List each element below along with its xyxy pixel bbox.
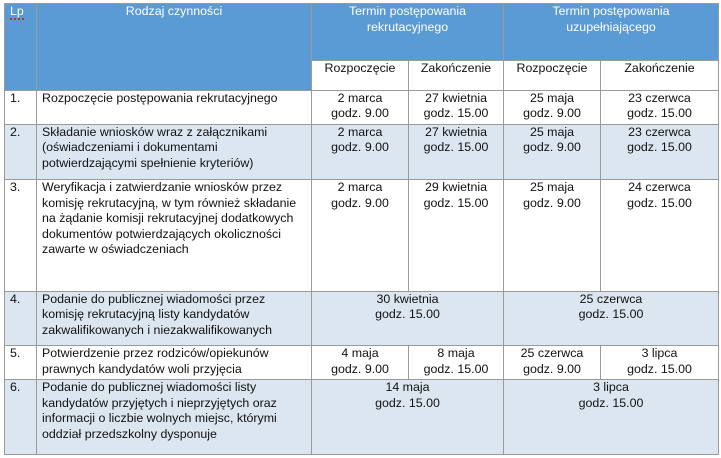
rec-end-cell: 27 kwietnia godz. 15.00 <box>409 90 504 124</box>
header-rec-end: Zakończenie <box>409 61 504 90</box>
row-number: 4. <box>5 291 37 345</box>
sup-end-cell: 24 czerwca godz. 15.00 <box>601 180 719 292</box>
row-number: 3. <box>5 180 37 292</box>
row-number: 6. <box>5 380 37 455</box>
sup-start-cell: 25 czerwca godz. 9.00 <box>504 346 601 380</box>
rec-start-cell: 2 marca godz. 9.00 <box>312 180 409 292</box>
header-row <box>5 4 719 61</box>
sup-start-cell: 25 maja godz. 9.00 <box>504 124 601 179</box>
header-recruitment: Termin postępowania rekrutacyjnego <box>312 4 504 61</box>
header-rec-start: Rozpoczęcie <box>312 61 409 90</box>
activity-cell: Weryfikacja i zatwierdzanie wniosków przez komisję rekrutacyjną, w tym również składanie na żądanie komisji rekrutacyjnej dodatkowych dokumentów potwierdzających okoliczności zawarte w oświadczeniach <box>37 180 312 292</box>
table-row <box>5 124 719 179</box>
activity-cell: Rozpoczęcie postępowania rekrutacyjnego <box>37 90 312 124</box>
sup-end-cell: 23 czerwca godz. 15.00 <box>601 90 719 124</box>
sup-end-cell: 23 czerwca godz. 15.00 <box>601 124 719 179</box>
rec-start-cell: 4 maja godz. 9.00 <box>312 346 409 380</box>
activity-cell: Potwierdzenie przez rodziców/opiekunów prawnych kandydatów woli przyjęcia <box>37 346 312 380</box>
recruitment-schedule-table <box>4 3 719 455</box>
table-row <box>5 291 719 345</box>
rec-merged-cell: 14 maja godz. 15.00 <box>312 380 504 455</box>
activity-cell: Podanie do publicznej wiadomości listy kandydatów przyjętych i nieprzyjętych oraz informacji o liczbie wolnych miejsc, którymi oddział przedszkolny dysponuje <box>37 380 312 455</box>
table-row <box>5 380 719 455</box>
rec-end-cell: 29 kwietnia godz. 15.00 <box>409 180 504 292</box>
sup-start-cell: 25 maja godz. 9.00 <box>504 90 601 124</box>
activity-cell: Podanie do publicznej wiadomości przez komisję rekrutacyjną listy kandydatów zakwalifikowanych i niezakwalifikowanych <box>37 291 312 345</box>
row-number: 1. <box>5 90 37 124</box>
sup-merged-cell: 25 czerwca godz. 15.00 <box>504 291 719 345</box>
rec-start-cell: 2 marca godz. 9.00 <box>312 124 409 179</box>
header-sup-start: Rozpoczęcie <box>504 61 601 90</box>
header-sup-end: Zakończenie <box>601 61 719 90</box>
rec-start-cell: 2 marca godz. 9.00 <box>312 90 409 124</box>
sup-end-cell: 3 lipca godz. 15.00 <box>601 346 719 380</box>
row-number: 5. <box>5 346 37 380</box>
sup-merged-cell: 3 lipca godz. 15.00 <box>504 380 719 455</box>
header-activity: Rodzaj czynności <box>37 4 312 91</box>
sup-start-cell: 25 maja godz. 9.00 <box>504 180 601 292</box>
header-lp: Lp <box>5 4 37 91</box>
header-supplementary: Termin postępowania uzupełniającego <box>504 4 719 61</box>
table-row <box>5 346 719 380</box>
rec-merged-cell: 30 kwietnia godz. 15.00 <box>312 291 504 345</box>
rec-end-cell: 8 maja godz. 15.00 <box>409 346 504 380</box>
activity-cell: Składanie wniosków wraz z załącznikami (oświadczeniami i dokumentami potwierdzającymi spełnienie kryteriów) <box>37 124 312 179</box>
row-number: 2. <box>5 124 37 179</box>
table-row <box>5 90 719 124</box>
rec-end-cell: 27 kwietnia godz. 15.00 <box>409 124 504 179</box>
table-row <box>5 180 719 292</box>
